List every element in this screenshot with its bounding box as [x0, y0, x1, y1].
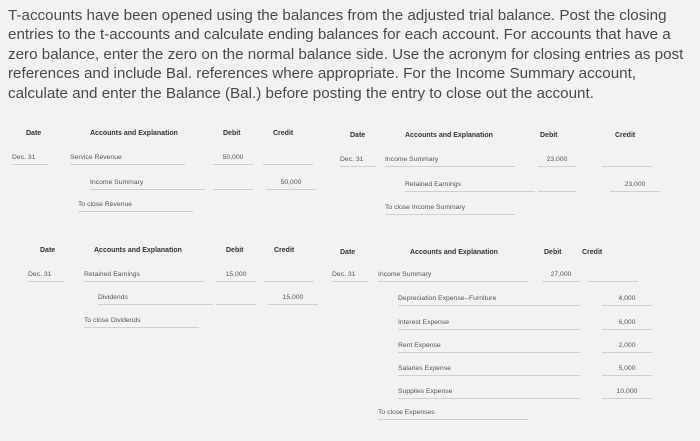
credit-field[interactable]: 4,000: [602, 293, 652, 306]
debit-field[interactable]: 27,000: [542, 269, 580, 282]
date-field[interactable]: Dec. 31: [28, 269, 64, 282]
date-field[interactable]: Dec. 31: [332, 269, 368, 282]
accounts-header: Accounts and Explanation: [94, 247, 182, 254]
journal-table-expenses: [330, 249, 695, 441]
accounts-header: Accounts and Explanation: [410, 249, 498, 256]
account-field[interactable]: Dividends: [98, 292, 213, 305]
table-header: [8, 130, 338, 147]
debit-field[interactable]: [213, 177, 253, 190]
explanation-field[interactable]: To close Dividends: [84, 315, 199, 328]
date-field[interactable]: Dec. 31: [340, 154, 376, 167]
date-header: Date: [26, 130, 42, 137]
credit-header: Credit: [615, 132, 636, 139]
account-field[interactable]: Retained Earnings: [84, 269, 204, 282]
table-row: [330, 293, 695, 310]
debit-field[interactable]: [538, 179, 576, 192]
table-header: [8, 247, 338, 264]
account-field[interactable]: Salaries Expense: [398, 363, 548, 376]
account-field[interactable]: Depreciation Expense--Furniture: [398, 293, 548, 306]
account-field[interactable]: Income Summary: [378, 269, 528, 282]
accounts-header: Accounts and Explanation: [405, 132, 493, 139]
date-header: Date: [340, 249, 356, 256]
table-row: [8, 292, 338, 309]
account-field[interactable]: Supplies Expense: [398, 386, 548, 399]
credit-header: Credit: [274, 247, 295, 254]
explanation-field[interactable]: To close Revenue: [78, 199, 193, 212]
journal-table-revenue: [8, 130, 338, 220]
table-row: [8, 152, 338, 169]
table-row: [330, 363, 695, 380]
debit-header: Debit: [223, 130, 241, 137]
credit-field[interactable]: 6,000: [602, 317, 652, 330]
credit-field[interactable]: [588, 269, 638, 282]
table-row: [8, 177, 338, 194]
table-row: [340, 154, 690, 171]
table-row: [330, 407, 695, 424]
table-row: [340, 202, 690, 219]
credit-header: Credit: [273, 130, 294, 137]
credit-field[interactable]: [263, 152, 313, 165]
credit-field[interactable]: 15,000: [268, 292, 318, 305]
table-row: [330, 386, 695, 403]
credit-field[interactable]: 23,000: [610, 179, 660, 192]
table-row: [8, 269, 338, 286]
debit-header: Debit: [544, 249, 562, 256]
table-row: [340, 179, 690, 196]
debit-field[interactable]: 15,000: [216, 269, 256, 282]
account-field[interactable]: Rent Expense: [398, 340, 548, 353]
credit-field[interactable]: 50,000: [266, 177, 316, 190]
debit-header: Debit: [540, 132, 558, 139]
credit-field[interactable]: [264, 269, 314, 282]
account-field[interactable]: Interest Expense: [398, 317, 548, 330]
journal-table-income-summary: [340, 132, 690, 222]
account-field[interactable]: Retained Earnings: [405, 179, 535, 192]
date-field[interactable]: Dec. 31: [12, 152, 48, 165]
credit-field[interactable]: 10,000: [602, 386, 652, 399]
journal-table-dividends: [8, 247, 338, 337]
account-field[interactable]: Service Revenue: [70, 152, 185, 165]
debit-field[interactable]: [542, 386, 580, 399]
table-row: [330, 340, 695, 357]
credit-field[interactable]: 2,000: [602, 340, 652, 353]
explanation-field[interactable]: To close Expenses: [378, 407, 528, 420]
debit-field[interactable]: [542, 317, 580, 330]
debit-header: Debit: [226, 247, 244, 254]
account-field[interactable]: Income Summary: [90, 177, 205, 190]
account-field[interactable]: Income Summary: [385, 154, 515, 167]
table-row: [330, 317, 695, 334]
credit-header: Credit: [582, 249, 603, 256]
table-row: [330, 269, 695, 286]
date-header: Date: [350, 132, 366, 139]
debit-field[interactable]: [542, 340, 580, 353]
debit-field[interactable]: [542, 293, 580, 306]
instructions-text: T-accounts have been opened using the balances from the adjusted trial balance. Post the closing entries to the t-accounts and calculate ending balances for each account. For accounts that have a zero balance, enter the zero on the normal balance side. Use the acronym for closing entries as post references and include Bal. references where appropriate. For the Income Summary account, calculate and enter the Balance (Bal.) before posting the entry to close out the account.: [8, 7, 684, 102]
credit-field[interactable]: [602, 154, 652, 167]
explanation-field[interactable]: To close Income Summary: [385, 202, 515, 215]
table-row: [8, 199, 338, 216]
debit-field[interactable]: [542, 363, 580, 376]
credit-field[interactable]: 5,000: [602, 363, 652, 376]
debit-field[interactable]: 50,000: [213, 152, 253, 165]
table-header: [330, 249, 695, 266]
table-row: [8, 315, 338, 332]
accounts-header: Accounts and Explanation: [90, 130, 178, 137]
debit-field[interactable]: [216, 292, 256, 305]
date-header: Date: [40, 247, 56, 254]
debit-field[interactable]: 23,000: [538, 154, 576, 167]
table-header: [340, 132, 690, 149]
